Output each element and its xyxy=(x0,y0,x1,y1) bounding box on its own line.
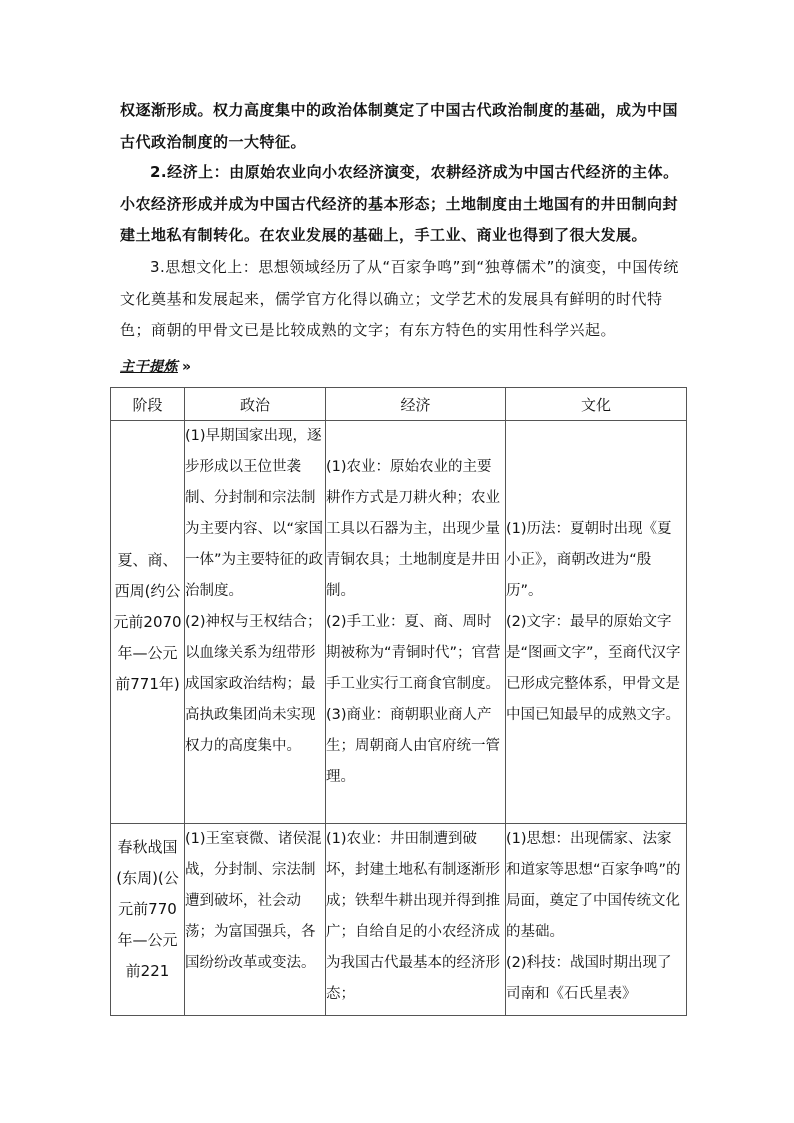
cell-paragraph: (1)思想：出现儒家、法家和道家等思想“百家争鸣”的局面，奠定了中国传统文化的基础。 xyxy=(506,831,681,940)
cell-paragraph: (1)早期国家出现，逐步形成以王位世袭制、分封制和宗法制为主要内容、以“家国一体”为主要特征的政治制度。 xyxy=(185,428,324,599)
politics-cell xyxy=(185,421,326,824)
cell-paragraph: (2)科技：战国时期出现了司南和《石氏星表》 xyxy=(506,955,672,1002)
cell-paragraph: (1)王室衰微、诸侯混战，分封制、宗法制遭到破坏，社会动荡；为富国强兵，各国纷纷改革或变法。 xyxy=(185,831,322,971)
paragraph-politics-conclusion xyxy=(120,95,686,158)
cell-paragraph: (1)农业：井田制遭到破坏，封建土地私有制逐渐形成；铁犁牛耕出现并得到推广；自给自足的小农经济成为我国古代最基本的经济形态； xyxy=(326,831,500,1002)
header-stage: 阶段 xyxy=(111,388,185,421)
double-chevron-icon: » xyxy=(182,359,192,375)
culture-cell xyxy=(506,824,687,1016)
economy-cell xyxy=(326,421,506,824)
header-economy: 经济 xyxy=(326,388,506,421)
cell-paragraph: (2)手工业：夏、商、周时期被称为“青铜时代”；官营手工业实行工商食官制度。 xyxy=(326,613,501,692)
header-culture: 文化 xyxy=(506,388,687,421)
stage-text: 春秋战国(东周)(公元前770年—公元前221 xyxy=(116,838,179,980)
paragraph-culture xyxy=(120,252,686,347)
politics-cell xyxy=(185,824,326,1016)
paragraph-text: 2.经济上：由原始农业向小农经济演变，农耕经济成为中国古代经济的主体。小农经济形成并成为中国古代经济的基本形态；土地制度由土地国有的井田制向封建土地私有制转化。在农业发展的基础上，手工业、商业也得到了很大发展。 xyxy=(120,163,679,244)
economy-cell xyxy=(326,824,506,1016)
table-row xyxy=(111,824,687,1016)
stage-cell xyxy=(111,824,185,1016)
paragraph-economy xyxy=(120,157,686,252)
cell-paragraph: (1)历法：夏朝时出现《夏小正》，商朝改进为“殷历”。 xyxy=(506,520,672,599)
cell-paragraph: (3)商业：商朝职业商人产生；周朝商人由官府统一管理。 xyxy=(326,706,500,785)
culture-cell xyxy=(506,421,687,824)
section-heading xyxy=(120,356,192,376)
stage-cell xyxy=(111,421,185,824)
paragraph-text: 权逐渐形成。权力高度集中的政治体制奠定了中国古代政治制度的基础，成为中国古代政治制度的一大特征。 xyxy=(120,101,679,151)
stage-text: 夏、商、西周(约公元前2070年—公元前771年) xyxy=(113,550,182,693)
paragraph-text: 3.思想文化上：思想领域经历了从“百家争鸣”到“独尊儒术”的演变，中国传统文化奠基和发展起来，儒学官方化得以确立；文学艺术的发展具有鲜明的时代特色；商朝的甲骨文已是比较成熟的文字；有东方特色的实用性科学兴起。 xyxy=(120,258,679,339)
section-title-text: 主干提炼 xyxy=(120,359,178,375)
summary-table xyxy=(110,387,687,1016)
table-row xyxy=(111,421,687,824)
header-politics: 政治 xyxy=(185,388,326,421)
cell-paragraph: (1)农业：原始农业的主要耕作方式是刀耕火种；农业工具以石器为主，出现少量青铜农具；土地制度是井田制。 xyxy=(326,458,500,599)
cell-paragraph: (2)神权与王权结合；以血缘关系为纽带形成国家政治结构；最高执政集团尚未实现权力的高度集中。 xyxy=(185,614,322,754)
table-header-row xyxy=(111,388,687,421)
cell-paragraph: (2)文字：最早的原始文字是“图画文字”，至商代汉字已形成完整体系，甲骨文是中国已知最早的成熟文字。 xyxy=(506,613,681,723)
